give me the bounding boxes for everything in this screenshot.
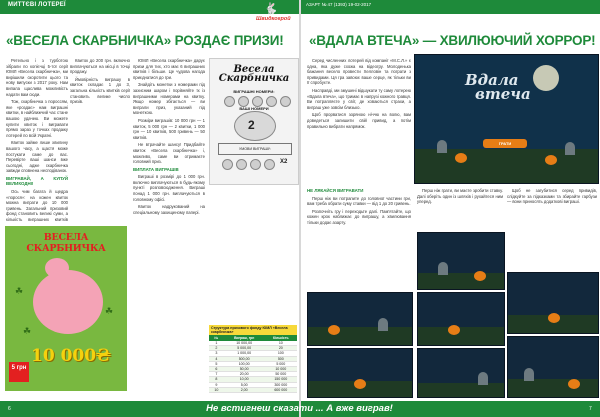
game-logo bbox=[465, 73, 531, 101]
pig-number: 2 bbox=[248, 118, 255, 132]
game-logo-line: втеча bbox=[475, 85, 531, 103]
table-cell: 5 000 bbox=[265, 361, 297, 366]
table-cell: 100,00 bbox=[224, 361, 265, 366]
table-cell: 100 bbox=[265, 351, 297, 356]
table-cell: 500 bbox=[265, 356, 297, 361]
section-label: МИТТЄВІ ЛОТЕРЕЇ bbox=[8, 2, 66, 8]
game-screenshot bbox=[417, 348, 505, 398]
table-header: № bbox=[209, 335, 224, 341]
table-cell: 10 000,00 bbox=[224, 341, 265, 346]
game-screenshot-main bbox=[414, 54, 599, 184]
your-numbers-label: ВАШІ НОМЕРИ bbox=[239, 106, 269, 111]
clover-icon: ☘ bbox=[15, 286, 24, 296]
prize-table bbox=[209, 325, 297, 393]
promo-price-badge: 5 грн bbox=[9, 362, 29, 382]
play-button[interactable]: ГРАТИ bbox=[483, 139, 527, 148]
paragraph: Розпочніть гру і переходьте далі. Пам’ятайте, що кожен крок наближає до виграшу, а хвилювання тільки додає азарту. bbox=[307, 208, 411, 225]
table-cell: 10,00 bbox=[224, 377, 265, 382]
multiplier-badge: Х2 bbox=[280, 159, 288, 165]
pumpkin-icon bbox=[548, 313, 560, 323]
paragraph: Квиток займе лише хвилину вашого часу, а щастя може постукати саме до вас. Перевірте ваші шанси вже сьогодні, адже скарбничка завжди сповнена несподіванок. bbox=[6, 140, 68, 174]
ticket-title-line: Скарбничка bbox=[218, 73, 290, 84]
article-column-1b bbox=[70, 58, 130, 222]
game-logo-line: Вдала bbox=[465, 71, 519, 89]
table-cell: 300 000 bbox=[265, 382, 297, 387]
article-column-1 bbox=[6, 58, 68, 222]
tombstone-icon bbox=[524, 368, 534, 381]
table-cell: 10 000 bbox=[265, 367, 297, 372]
right-article-title: «ВДАЛА ВТЕЧА» — ХВИЛЮЮЧИЙ ХОРРОР! bbox=[309, 33, 596, 48]
table-cell: 2 bbox=[209, 346, 224, 351]
table-cell: 1 000,00 bbox=[224, 351, 265, 356]
ground-terrain bbox=[418, 327, 504, 345]
paragraph: Не втрачайте шансу! Придбайте квиток «Весела скарбничка» і, можливо, саме ви отримаєте головний приз. bbox=[133, 142, 205, 165]
table-cell: 10 bbox=[265, 341, 297, 346]
pumpkin-icon bbox=[568, 379, 580, 389]
paragraph: Тож, скарбничка з пороссям, яке «роздає» нам виграшні квитки, в найближчий час стане вашою удачею. Ви можете купити квиток і вигравати прямо зараз у точках продажу лотерей по всій Україні. bbox=[6, 99, 68, 138]
ticket-title-line: Весела bbox=[233, 64, 275, 75]
game-screenshot bbox=[507, 336, 599, 398]
ground-terrain bbox=[508, 379, 598, 397]
ground-terrain bbox=[308, 327, 412, 345]
table-cell: 3 bbox=[209, 351, 224, 356]
table-cell: 5,00 bbox=[224, 382, 265, 387]
table-cell: 5 bbox=[209, 361, 224, 366]
table-cell: 20 bbox=[265, 346, 297, 351]
prize-table-grid bbox=[209, 335, 297, 393]
table-cell: 2,00 bbox=[224, 387, 265, 392]
coin-icon bbox=[264, 159, 275, 170]
paragraph: Щоб не загубитися серед привидів, слідкуйте за підказками та збирайте гарбузи — вони приносять додаткові виграші. bbox=[507, 188, 597, 205]
pumpkin-icon bbox=[474, 271, 486, 281]
right-page bbox=[301, 0, 600, 417]
table-cell: 50 000 bbox=[265, 372, 297, 377]
pumpkin-icon bbox=[455, 153, 467, 163]
game-screenshot bbox=[507, 272, 599, 334]
clover-icon: ☘ bbox=[23, 326, 32, 336]
table-cell: 50,00 bbox=[224, 367, 265, 372]
tombstone-icon bbox=[565, 142, 575, 155]
pumpkin-icon bbox=[354, 379, 366, 389]
tombstone-icon bbox=[378, 318, 388, 331]
brand-logo bbox=[250, 2, 294, 28]
rabbit-icon: 🐇 bbox=[264, 3, 278, 15]
ground-terrain bbox=[418, 273, 504, 289]
paragraph: Ймовірність виграшу в квиток складає 1 до 3, загальна кількість квитків серії становить велике число призів. bbox=[70, 76, 130, 105]
subheading: ВИГРАВАЙ, А КУПУЙ ВЕЛИКОДНІ! bbox=[6, 175, 68, 187]
piggy-bank-icon bbox=[234, 111, 276, 141]
paragraph: Знайдіть монетки з номерами під захисним шаром і порівняйте їх із виграшними номерами на квитку. Якщо номер збігається — ви виграли приз, указаний під монеткою. bbox=[133, 82, 205, 116]
tombstone-icon bbox=[438, 262, 448, 275]
left-page bbox=[0, 0, 299, 417]
paragraph: ЮМЛ «Весела скарбничка» дарує призи для тих, хто має 6 виграшних квитків і більше. Це чудова нагода приєднатися до гри. bbox=[133, 58, 205, 80]
paragraph: Перш ніж грати, ви маєте зробити ставку. Далі оберіть один із шляхів і рухайтеся ним уперед. bbox=[417, 188, 503, 205]
paragraph: Розміри виграшів: 10 000 грн — 1 квиток, 5 000 грн — 2 квитки, 1 000 грн — 10 квитків, 500 гривень — 50 квитків. bbox=[133, 117, 205, 140]
moon-icon bbox=[533, 65, 559, 91]
prize-table-body bbox=[209, 341, 297, 393]
promo-ticket-image bbox=[5, 226, 127, 391]
table-cell: 20,00 bbox=[224, 372, 265, 377]
table-cell: 5 000,00 bbox=[224, 346, 265, 351]
table-header: Кількість bbox=[265, 335, 297, 341]
clover-icon: ☘ bbox=[105, 306, 114, 316]
pumpkin-icon bbox=[448, 325, 460, 335]
subheading: ВИПЛАТА ВИГРАШІВ bbox=[133, 166, 179, 172]
article-column-1 bbox=[307, 58, 411, 184]
table-cell: 9 bbox=[209, 382, 224, 387]
page-number: 7 bbox=[589, 406, 592, 412]
logo-text: Швидкогрой bbox=[256, 16, 291, 22]
game-screenshot bbox=[417, 232, 505, 290]
pumpkin-icon bbox=[545, 155, 557, 165]
table-cell: 600 000 bbox=[265, 387, 297, 392]
lottery-ticket bbox=[209, 58, 299, 185]
article-column-2 bbox=[307, 188, 411, 288]
paragraph: Щоб прорватися зоряною ніччю на волю, вам доведеться залишити свій привид, а потім правильно вибрати напрямок. bbox=[307, 112, 411, 129]
table-cell: 7 bbox=[209, 372, 224, 377]
ticket-title bbox=[216, 65, 292, 83]
prize-table-caption: Структура призового фонду ЮМЛ «Весела скарбничка» bbox=[209, 325, 297, 335]
table-cell: 4 bbox=[209, 356, 224, 361]
table-row bbox=[209, 387, 297, 392]
table-cell: 8 bbox=[209, 377, 224, 382]
coin-icon bbox=[222, 159, 233, 170]
issue-info: АЗАРТ № 47 (1393) 19-02-2017 bbox=[306, 2, 372, 7]
coin-icon bbox=[250, 159, 261, 170]
subheading: НЕ ЛЯКАЙСЯ ВИГРАВАТИ bbox=[307, 188, 364, 193]
right-header-bar bbox=[301, 0, 600, 14]
table-cell: 6 bbox=[209, 367, 224, 372]
coin-icon bbox=[236, 159, 247, 170]
article-column-3 bbox=[417, 188, 503, 228]
article-column-4 bbox=[507, 188, 597, 268]
paragraph: Ретельно і з турботою зібрали по копієчці 5-тої серії ЮМЛ «Весела скарбничка», ми вирішили скоротити цього та нову випуски з 2017 року. Нам випала щаслива можливість надати вам сюди. bbox=[6, 58, 68, 97]
game-screenshot bbox=[307, 348, 413, 398]
paragraph: Перш ніж ви потрапите до головної частини гри, вам треба обрати суму ставки — від 1 до 20 гривень. bbox=[307, 195, 411, 207]
tombstone-icon bbox=[478, 372, 488, 385]
table-cell: 1 bbox=[209, 341, 224, 346]
left-article-title: «ВЕСЕЛА СКАРБНИЧКА» РОЗДАЄ ПРИЗИ! bbox=[6, 33, 284, 48]
win-conditions-label: УМОВИ ВИГРАШУ: bbox=[218, 143, 292, 155]
game-screenshot bbox=[417, 292, 505, 346]
paragraph: Насправді, ми змушені відшукати ту саму лотерею «Вдала втеча», що тримає в напрузі кожного гравця. Ви потрапляєте у світ, де ховаються страхи, а виграш уже зовсім близько. bbox=[307, 87, 411, 110]
table-cell: 150 000 bbox=[265, 377, 297, 382]
tombstone-icon bbox=[437, 140, 447, 153]
table-cell: 500,00 bbox=[224, 356, 265, 361]
ground-terrain bbox=[418, 383, 504, 397]
table-header: Виграш, грн bbox=[224, 335, 265, 341]
game-screenshot bbox=[307, 292, 413, 346]
footer-slogan: Не встигнеш сказати ... А вже виграв! bbox=[206, 403, 393, 414]
article-column-2 bbox=[133, 58, 205, 394]
page-number: 6 bbox=[8, 406, 11, 412]
paragraph: Виграші в розмірі до 1 000 грн. включно виплачуються в будь-якому пункті розповсюдження. Виграші понад 1 000 грн. виплачуються в головному офісі. bbox=[133, 174, 205, 202]
table-cell: 10 bbox=[209, 387, 224, 392]
paragraph: Серед численних лотерей від компанії «М.С.Л.» є одна, яка дуже схожа на відеогру. Молоденька бажання весело провести Хелловін та пограти з привидами. Ця гра завоює ваше серце, як тільки ви її спробуєте. bbox=[307, 58, 411, 86]
paragraph: Квиток надрукований на спеціальному захищеному папері. bbox=[133, 204, 205, 215]
promo-headline: ВЕСЕЛА СКАРБНИЧКА bbox=[26, 232, 106, 254]
paragraph: Квиток до 200 грн. включно виплачуються на місці в точці продажу. bbox=[70, 58, 130, 75]
pumpkin-icon bbox=[328, 325, 340, 335]
paragraph: Ось чим багата й щедра «порося»: на кожен квиток можна виграти до 10 000 гривень. Загальний призовий фонд становить великі суми, а кількість виграшних квитків bbox=[6, 189, 68, 222]
piggy-bank-icon bbox=[33, 270, 103, 334]
promo-prize-amount: 10 000₴ bbox=[31, 346, 111, 366]
winning-numbers-label: ВИГРАШНІ НОМЕРИ: bbox=[233, 89, 275, 94]
